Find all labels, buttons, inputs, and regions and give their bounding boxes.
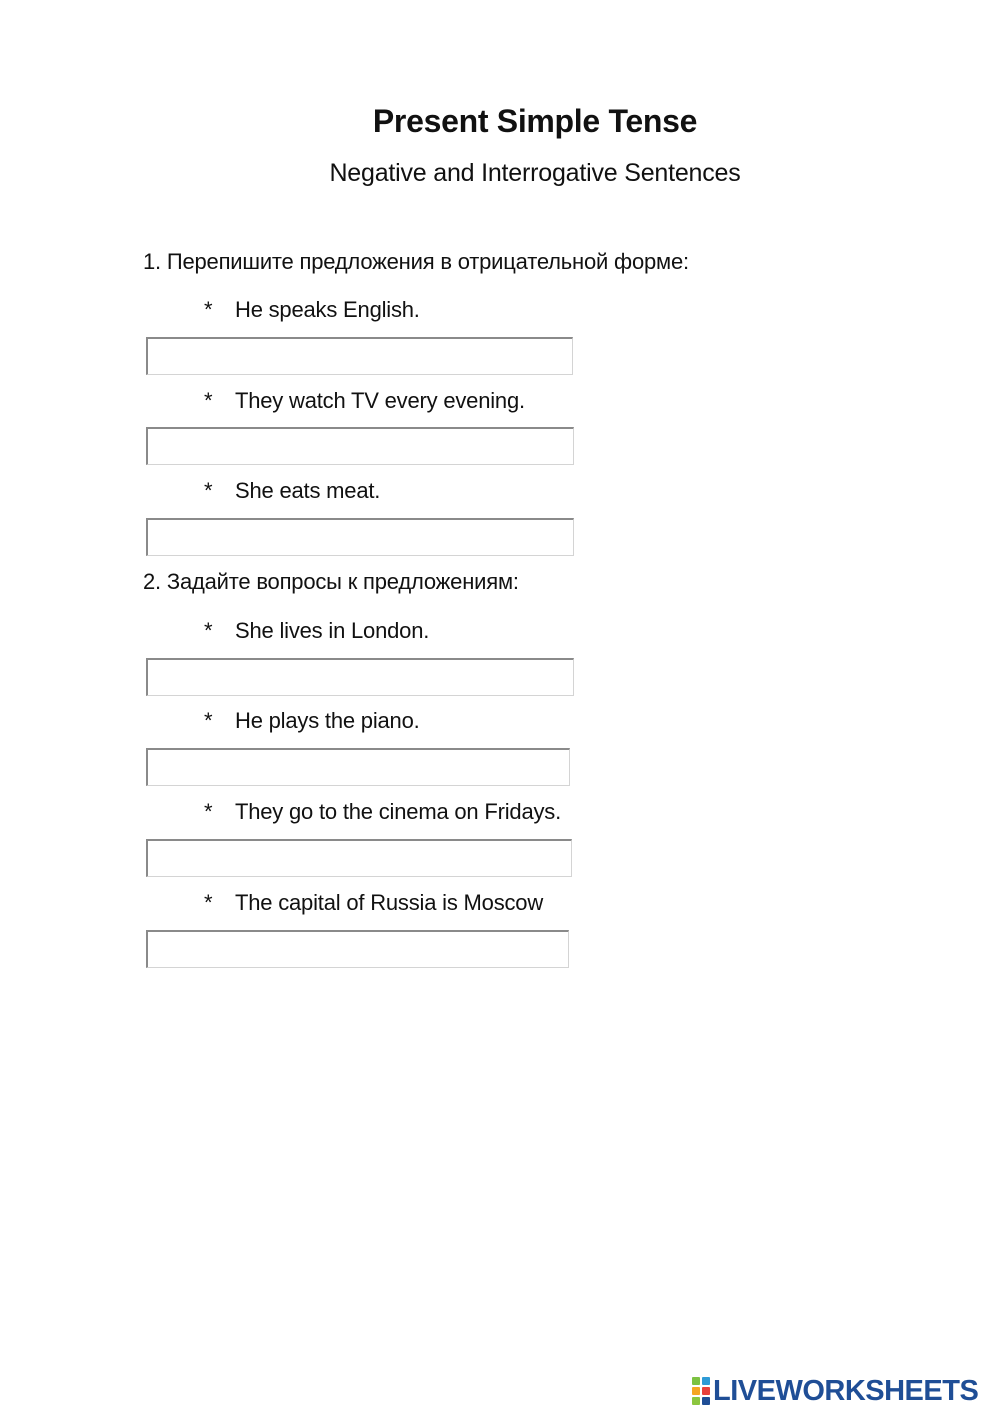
- answer-input-3[interactable]: [146, 518, 574, 556]
- sentence-item: [204, 890, 543, 916]
- bullet-marker: *: [204, 618, 213, 643]
- bullet-marker: *: [204, 388, 213, 413]
- answer-input-7[interactable]: [146, 930, 569, 968]
- answer-input-5[interactable]: [146, 748, 570, 786]
- worksheet-subtitle: Negative and Interrogative Sentences: [329, 159, 741, 187]
- sentence-text: The capital of Russia is Moscow: [235, 890, 544, 915]
- sentence-item: [204, 799, 561, 825]
- liveworksheets-logo-icon: [692, 1377, 710, 1405]
- sentence-text: They go to the cinema on Fridays.: [235, 799, 562, 824]
- sentence-text: They watch TV every evening.: [235, 388, 525, 413]
- sentence-text: She eats meat.: [235, 478, 381, 503]
- bullet-marker: *: [204, 799, 213, 824]
- worksheet-title: Present Simple Tense: [372, 103, 698, 139]
- answer-input-1[interactable]: [146, 337, 573, 375]
- answer-input-2[interactable]: [146, 427, 574, 465]
- answer-input-6[interactable]: [146, 839, 572, 877]
- sentence-text: He speaks English.: [235, 297, 420, 322]
- sentence-item: [204, 297, 420, 323]
- section-2-heading: 2. Задайте вопросы к предложениям:: [143, 569, 519, 594]
- logo-text: LIVEWORKSHEETS: [713, 1374, 979, 1407]
- answer-input-4[interactable]: [146, 658, 574, 696]
- sentence-item: [204, 478, 380, 504]
- bullet-marker: *: [204, 708, 213, 733]
- section-1-heading: 1. Перепишите предложения в отрицательной форме:: [143, 249, 689, 274]
- sentence-item: [204, 618, 429, 644]
- sentence-text: He plays the piano.: [235, 708, 420, 733]
- bullet-marker: *: [204, 890, 213, 915]
- liveworksheets-logo: [692, 1374, 978, 1408]
- sentence-item: [204, 388, 525, 414]
- bullet-marker: *: [204, 478, 213, 503]
- bullet-marker: *: [204, 297, 213, 322]
- sentence-item: [204, 708, 420, 734]
- sentence-text: She lives in London.: [235, 618, 430, 643]
